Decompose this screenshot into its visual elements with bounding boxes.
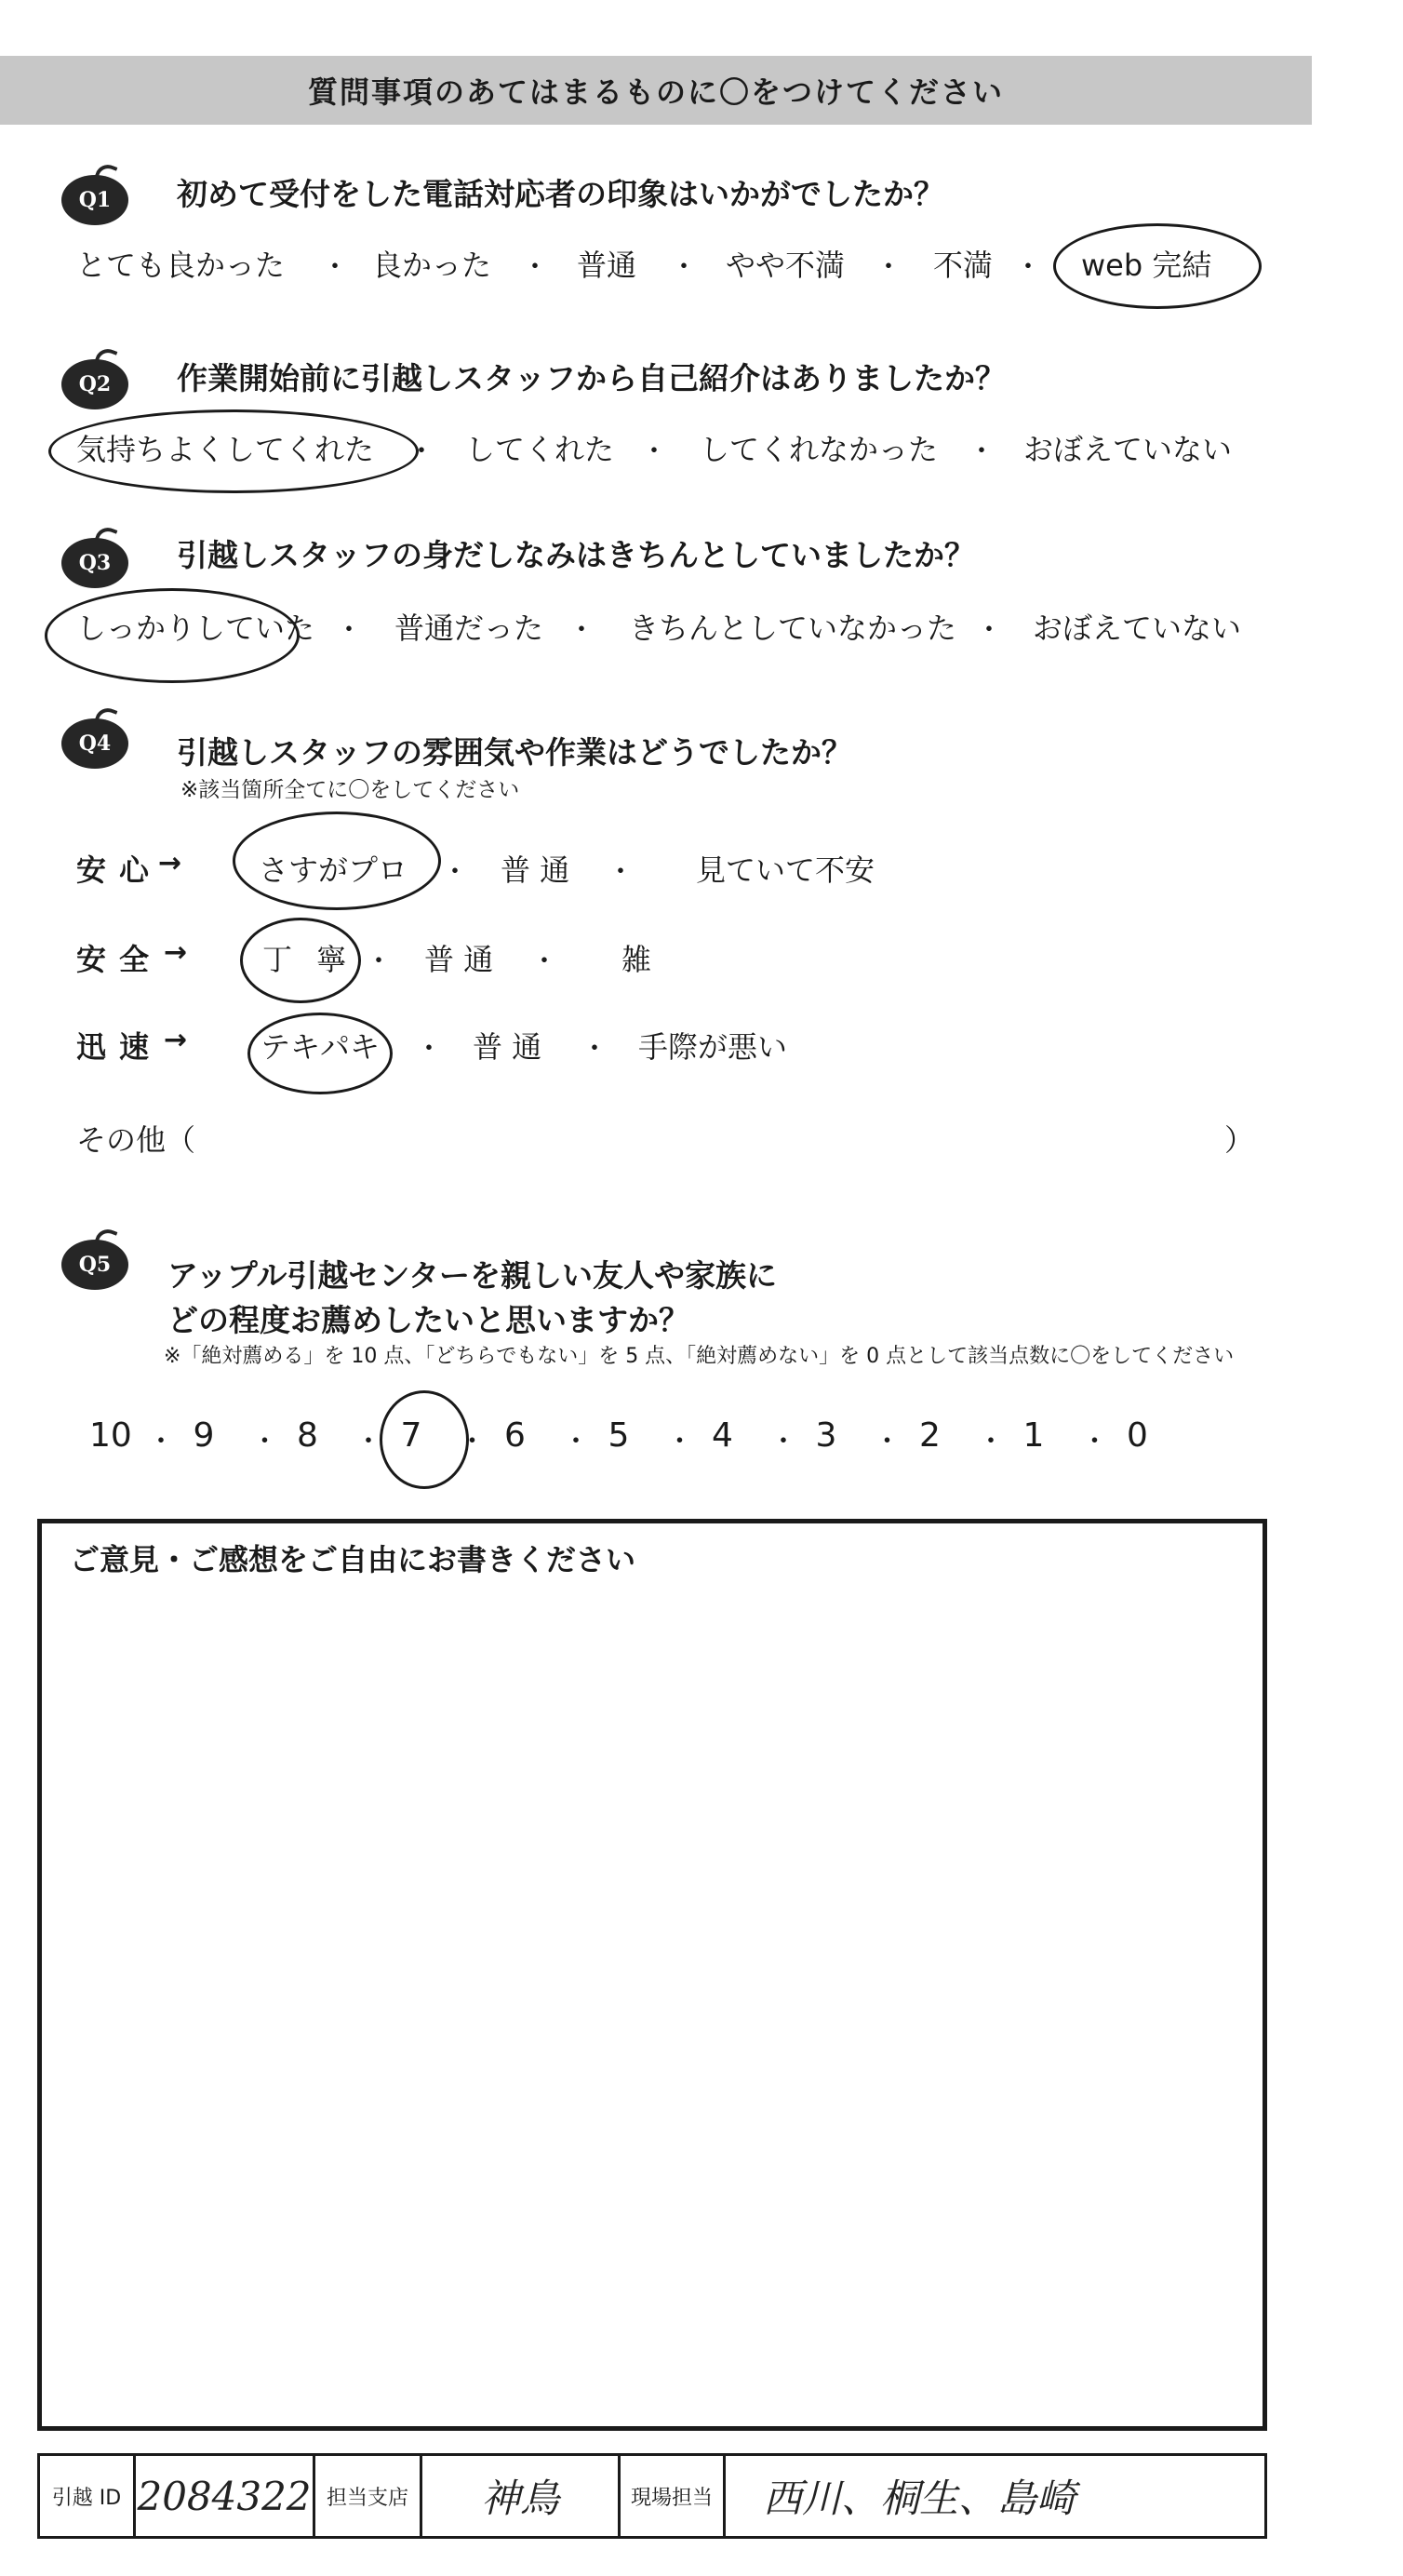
move-id-value: 2084322 <box>136 2456 315 2536</box>
move-id-label: 引越 ID <box>40 2456 136 2536</box>
arrow-right-icon: → <box>164 1024 188 1056</box>
separator-dot: ・ <box>640 436 668 468</box>
separator-dot: ・ <box>354 1426 382 1458</box>
q4-safety-option-normal[interactable]: 普 通 <box>424 942 494 977</box>
separator-dot: ・ <box>530 946 558 978</box>
q4-speed-option-brisk[interactable]: テキパキ <box>261 1029 381 1065</box>
q5-score-0[interactable]: 0 <box>1127 1416 1148 1455</box>
branch-label: 担当支店 <box>315 2456 422 2536</box>
separator-dot: ・ <box>581 1033 608 1066</box>
q3-selection-circle <box>45 588 300 683</box>
q3-option-dont-remember[interactable]: おぼえていない <box>1033 610 1242 646</box>
separator-dot: ・ <box>670 251 698 284</box>
separator-dot: ・ <box>1014 251 1042 284</box>
separator-dot: ・ <box>321 251 349 284</box>
separator-dot: ・ <box>875 251 902 284</box>
q2-option-did[interactable]: してくれた <box>465 432 615 467</box>
q3-question: 引越しスタッフの身だしなみはきちんとしていましたか？ <box>177 537 975 573</box>
q3-badge-icon: Q3 <box>61 527 128 588</box>
q1-option-very-good[interactable]: とても良かった <box>76 248 286 283</box>
q3-option-neat[interactable]: しっかりしていた <box>76 610 315 646</box>
q4-safety-selection-circle <box>240 918 361 1003</box>
q1-option-normal[interactable]: 普通 <box>577 248 637 283</box>
q1-option-good[interactable]: 良かった <box>372 248 492 283</box>
q4-speed-option-clumsy[interactable]: 手際が悪い <box>638 1029 788 1065</box>
q5-score-7[interactable]: 7 <box>400 1416 422 1455</box>
separator-dot: ・ <box>521 251 549 284</box>
q4-safety-option-rough[interactable]: 雑 <box>621 942 652 977</box>
footer-table <box>37 2453 1267 2539</box>
q5-score-4[interactable]: 4 <box>712 1416 733 1455</box>
q5-score-2[interactable]: 2 <box>919 1416 941 1455</box>
q5-note: ※「絶対薦める」を 10 点、「どちらでもない」を 5 点、「絶対薦めない」を 0 点として該当点数に〇をしてください <box>164 1345 1235 1368</box>
separator-dot: ・ <box>968 436 995 468</box>
q4-badge-icon: Q4 <box>61 707 128 769</box>
q4-speed-selection-circle <box>247 1013 393 1094</box>
q5-score-9[interactable]: 9 <box>193 1416 215 1455</box>
q4-reassurance-option-professional[interactable]: さすがプロ <box>259 852 408 888</box>
q2-badge-icon: Q2 <box>61 348 128 409</box>
staff-value: 西川、桐生、島崎 <box>763 2475 1076 2521</box>
separator-dot: ・ <box>607 856 635 889</box>
q4-row-label-safety: 安全 <box>76 942 163 977</box>
q1-selection-circle <box>1053 223 1262 309</box>
q3-option-normal[interactable]: 普通だった <box>394 610 544 646</box>
q1-option-dissatisfied[interactable]: 不満 <box>933 248 994 283</box>
q4-reassurance-option-normal[interactable]: 普 通 <box>501 852 570 888</box>
q4-reassurance-option-worrying[interactable]: 見ていて不安 <box>696 852 875 888</box>
q4-row-label-speed: 迅速 <box>76 1029 163 1065</box>
q4-question: 引越しスタッフの雰囲気や作業はどうでしたか？ <box>177 734 852 771</box>
separator-dot: ・ <box>250 1426 279 1458</box>
separator-dot: ・ <box>1080 1426 1109 1458</box>
staff-label: 現場担当 <box>621 2456 726 2536</box>
separator-dot: ・ <box>665 1426 694 1458</box>
separator-dot: ・ <box>147 1426 175 1458</box>
q4-row-label-reassurance: 安心 <box>76 852 163 888</box>
q3-option-not-neat[interactable]: きちんとしていなかった <box>629 610 957 646</box>
q2-selection-circle <box>48 409 419 493</box>
q2-option-pleasantly[interactable]: 気持ちよくしてくれた <box>76 432 375 467</box>
separator-dot: ・ <box>441 856 469 889</box>
separator-dot: ・ <box>408 436 435 468</box>
separator-dot: ・ <box>977 1426 1005 1458</box>
q1-option-slightly-dissatisfied[interactable]: やや不満 <box>726 248 846 283</box>
q4-safety-option-careful[interactable]: 丁 寧 <box>262 942 354 977</box>
separator-dot: ・ <box>568 614 595 647</box>
q5-score-10[interactable]: 10 <box>89 1416 132 1455</box>
q5-score-3[interactable]: 3 <box>815 1416 837 1455</box>
q4-speed-option-normal[interactable]: 普 通 <box>473 1029 542 1065</box>
q5-score-1[interactable]: 1 <box>1022 1416 1045 1455</box>
separator-dot: ・ <box>873 1426 902 1458</box>
q5-score-8[interactable]: 8 <box>297 1416 318 1455</box>
q4-reassurance-selection-circle <box>233 812 441 910</box>
separator-dot: ・ <box>769 1426 797 1458</box>
q1-badge-icon: Q1 <box>61 164 128 225</box>
separator-dot: ・ <box>458 1426 487 1458</box>
q5-question-line2: どの程度お薦めしたいと思いますか？ <box>167 1302 689 1338</box>
q4-other-label: その他（ <box>76 1122 196 1158</box>
q4-other-close: ） <box>1224 1122 1255 1158</box>
q2-option-dont-remember[interactable]: おぼえていない <box>1023 432 1233 467</box>
q5-badge-icon: Q5 <box>61 1228 128 1290</box>
q1-question: 初めて受付をした電話対応者の印象はいかがでしたか？ <box>177 176 944 212</box>
q2-option-did-not[interactable]: してくれなかった <box>700 432 939 467</box>
arrow-right-icon: → <box>164 936 188 969</box>
survey-header: 質問事項のあてはまるものに〇をつけてください <box>0 56 1312 125</box>
q5-score-6[interactable]: 6 <box>504 1416 526 1455</box>
separator-dot: ・ <box>335 614 363 647</box>
arrow-right-icon: → <box>158 847 182 879</box>
comments-box[interactable] <box>37 1519 1267 2431</box>
comments-title: ご意見・ご感想をご自由にお書きください <box>70 1542 636 1577</box>
separator-dot: ・ <box>562 1426 590 1458</box>
q5-question-line1: アップル引越センターを親しい友人や家族に <box>167 1257 778 1294</box>
q2-question: 作業開始前に引越しスタッフから自己紹介はありましたか？ <box>177 360 1006 396</box>
separator-dot: ・ <box>975 614 1003 647</box>
q4-note: ※該当箇所全てに〇をしてください <box>180 778 520 802</box>
branch-value: 神鳥 <box>422 2456 621 2536</box>
q5-selection-circle <box>380 1390 469 1489</box>
separator-dot: ・ <box>415 1033 443 1066</box>
q1-option-web-complete[interactable]: web 完結 <box>1081 248 1212 283</box>
q5-score-5[interactable]: 5 <box>608 1416 630 1455</box>
separator-dot: ・ <box>365 946 393 978</box>
